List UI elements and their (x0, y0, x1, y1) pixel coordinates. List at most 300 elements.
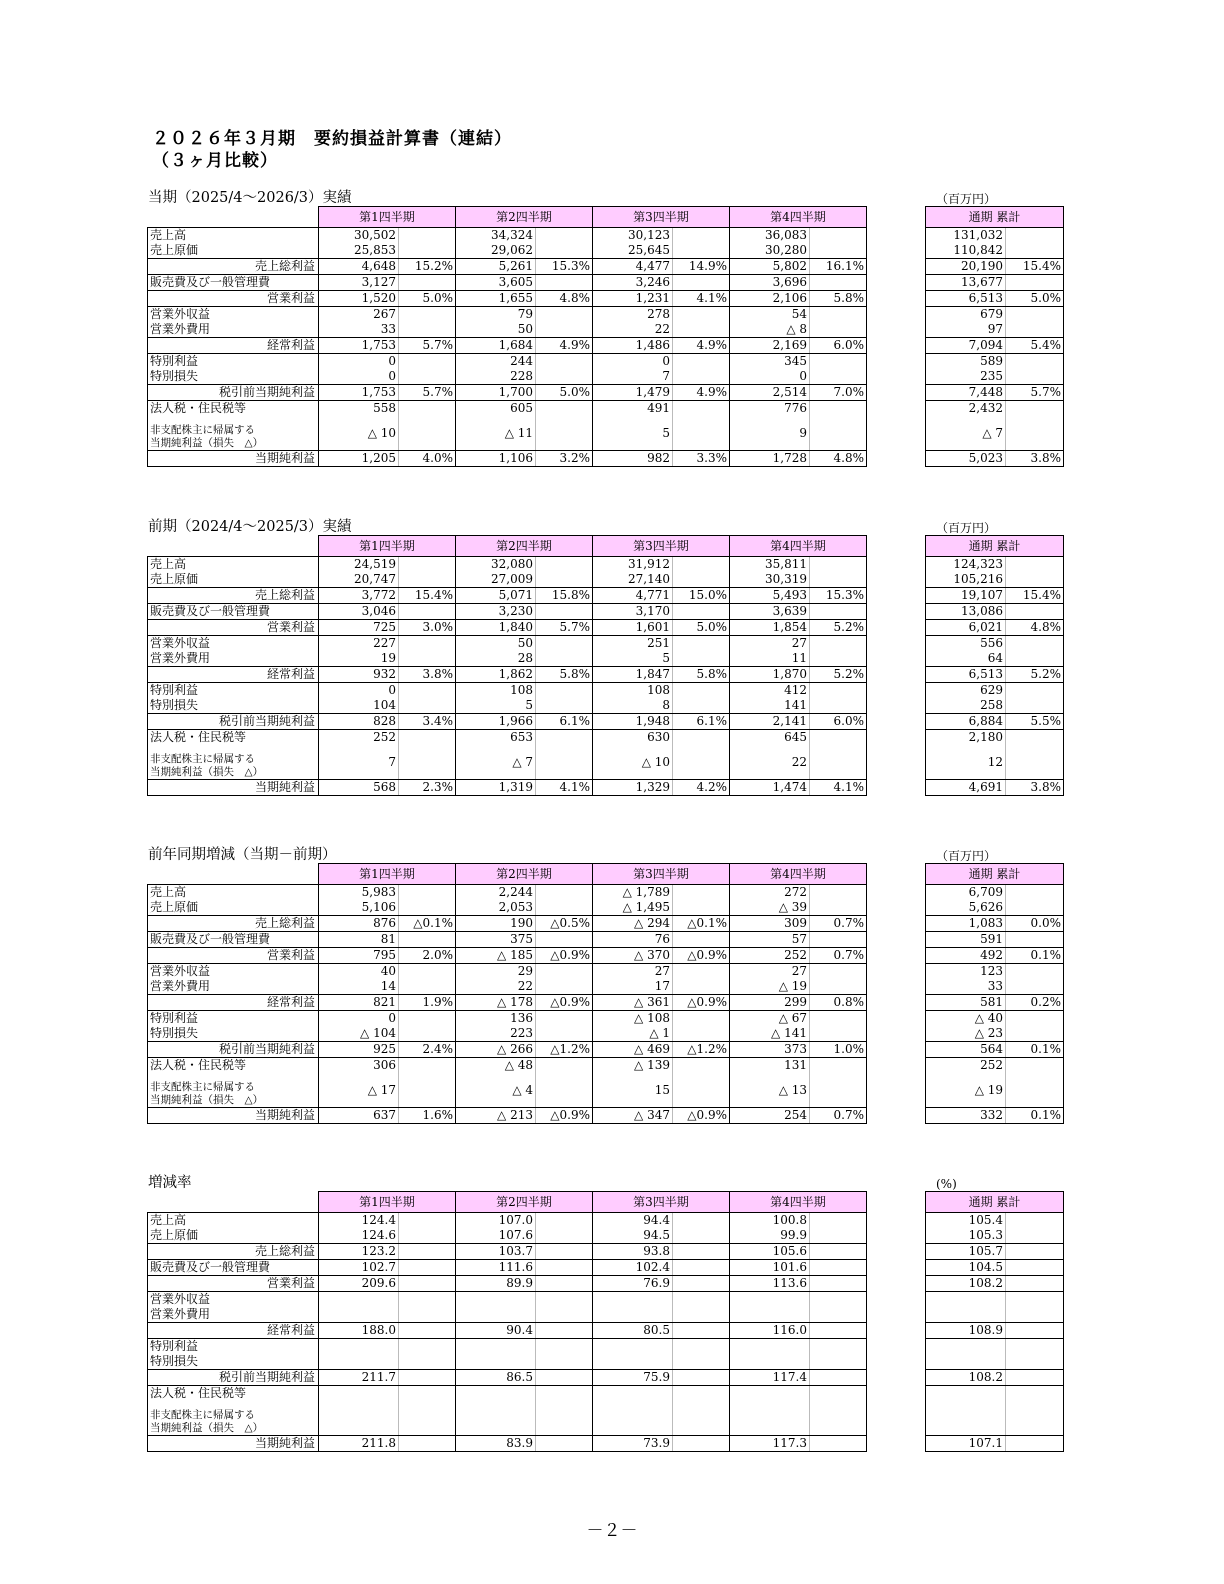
value-q4-nonop_inc (730, 1292, 810, 1308)
value-q2-nonop_exp: 22 (456, 979, 536, 995)
ratio-q1-nonop_inc (399, 636, 456, 652)
value-q3-sga: 3,246 (593, 275, 673, 291)
value-total-ext_loss (926, 1354, 1006, 1370)
unit-label: （百万円） (936, 849, 997, 863)
value-q3-net: 982 (593, 451, 673, 467)
row-minority (148, 416, 1064, 451)
row-nonop_exp (148, 979, 1064, 995)
label-net: 当期純利益 (148, 1108, 319, 1124)
header-total: 通期 累計 (926, 864, 1064, 885)
value-total-ext_gain (926, 1339, 1006, 1355)
value-q3-nonop_inc: 278 (647, 307, 670, 321)
value-q2-sales: 32,080 (491, 557, 533, 571)
label-minority-1: 非支配株主に帰属する (150, 1409, 255, 1421)
value-total-pretax: 6,884 (926, 714, 1006, 730)
ratio-q2-ext_loss (536, 369, 593, 385)
ratio-q3-sga (673, 1260, 730, 1276)
ratio-total-sga (1006, 604, 1064, 620)
ratio-q3-sales (673, 557, 730, 573)
ratio-q4-cogs (810, 900, 867, 916)
label-net: 当期純利益 (148, 1436, 319, 1452)
value-q3-pretax: 75.9 (593, 1370, 673, 1386)
value-q3-ext_loss: △ 1 (593, 1026, 673, 1042)
ratio-q2-op: △0.9% (536, 948, 593, 964)
ratio-q2-ordinary: 5.8% (536, 667, 593, 683)
row-nonop_inc (148, 1292, 1064, 1308)
row-nonop_exp (148, 1307, 1064, 1323)
ratio-total-sga (1006, 1260, 1064, 1276)
unit-label: (%) (936, 1177, 957, 1191)
row-op (148, 1276, 1064, 1292)
value-total-nonop_exp: 64 (926, 651, 1006, 667)
statement-table (147, 863, 1064, 1124)
label-cogs: 売上原価 (148, 243, 319, 259)
label-minority (148, 1073, 319, 1108)
ratio-q3-pretax: 4.9% (673, 385, 730, 401)
ratio-q4-nonop_inc (810, 964, 867, 980)
header-q3: 第3四半期 (593, 536, 730, 557)
label-minority-1: 非支配株主に帰属する (150, 424, 255, 436)
ratio-q4-ordinary: 5.2% (810, 667, 867, 683)
ratio-q4-net (810, 1436, 867, 1452)
value-q3-ordinary: 1,847 (593, 667, 673, 683)
value-q1-sales: 24,519 (354, 557, 396, 571)
value-q4-pretax: 373 (730, 1042, 810, 1058)
ratio-q4-op: 5.8% (810, 291, 867, 307)
value-q2-sga: 111.6 (456, 1260, 536, 1276)
label-pretax: 税引前当期純利益 (148, 1042, 319, 1058)
value-q4-cogs: 30,280 (730, 243, 810, 259)
header-total: 通期 累計 (926, 1192, 1064, 1213)
value-q1-gross: 123.2 (319, 1244, 399, 1260)
value-q2-op: 1,655 (456, 291, 536, 307)
row-pretax (148, 1370, 1064, 1386)
value-q2-cogs: 27,009 (456, 572, 536, 588)
ratio-q4-ext_gain (810, 1339, 867, 1355)
ratio-q1-ext_gain (399, 1011, 456, 1027)
label-minority (148, 416, 319, 451)
row-ordinary (148, 1323, 1064, 1339)
ratio-q2-sales (536, 228, 593, 244)
ratio-q1-cogs (399, 900, 456, 916)
ratio-total-ordinary: 5.2% (1006, 667, 1064, 683)
ratio-q1-gross (399, 1244, 456, 1260)
label-ordinary: 経常利益 (148, 1323, 319, 1339)
ratio-q2-nonop_inc (536, 307, 593, 323)
value-total-op: 6,513 (926, 291, 1006, 307)
value-q4-minority (730, 1401, 810, 1436)
ratio-q2-ordinary (536, 1323, 593, 1339)
value-q2-op: 1,840 (456, 620, 536, 636)
ratio-q1-cogs (399, 243, 456, 259)
value-q3-ext_gain: 108 (647, 683, 670, 697)
ratio-q3-nonop_inc (673, 964, 730, 980)
ratio-q1-sales (399, 557, 456, 573)
value-total-ext_gain: △ 40 (926, 1011, 1006, 1027)
row-cogs (148, 572, 1064, 588)
ratio-q2-tax (536, 730, 593, 746)
value-q3-nonop_inc: 27 (654, 964, 670, 978)
section-title: 増減率 (148, 1175, 192, 1191)
ratio-q2-sales (536, 885, 593, 901)
value-total-gross: 20,190 (926, 259, 1006, 275)
header-q2: 第2四半期 (456, 207, 593, 228)
label-pretax: 税引前当期純利益 (148, 714, 319, 730)
value-total-net: 332 (926, 1108, 1006, 1124)
ratio-q2-gross: 15.3% (536, 259, 593, 275)
value-q1-nonop_inc (319, 1292, 399, 1308)
header-q2: 第2四半期 (456, 536, 593, 557)
ratio-q4-sales (810, 228, 867, 244)
value-total-sga: 591 (926, 932, 1006, 948)
value-q2-sga: 3,605 (456, 275, 536, 291)
value-q4-gross: 309 (730, 916, 810, 932)
value-q2-ordinary: △ 178 (456, 995, 536, 1011)
row-nonop_inc (148, 636, 1064, 652)
ratio-total-cogs (1006, 572, 1064, 588)
value-q1-ext_loss: △ 104 (319, 1026, 399, 1042)
label-sales: 売上高 (148, 1213, 319, 1229)
ratio-q1-ext_loss (399, 698, 456, 714)
value-q3-nonop_exp: 17 (593, 979, 673, 995)
value-q4-tax: 645 (784, 730, 807, 744)
label-minority-2: 当期純利益（損失 △） (150, 1094, 264, 1106)
value-q1-ordinary: 821 (319, 995, 399, 1011)
ratio-total-op: 0.1% (1006, 948, 1064, 964)
ratio-q2-minority (536, 1401, 593, 1436)
value-q4-pretax: 2,141 (730, 714, 810, 730)
value-q3-sga: 76 (593, 932, 673, 948)
ratio-q2-nonop_exp (536, 322, 593, 338)
page-number: －２－ (586, 1521, 638, 1541)
ratio-q2-ext_loss (536, 1026, 593, 1042)
value-q1-sales: 124.4 (361, 1213, 396, 1227)
label-minority-2: 当期純利益（損失 △） (150, 766, 264, 778)
value-total-minority (926, 1401, 1006, 1436)
ratio-q4-net: 0.7% (810, 1108, 867, 1124)
label-cogs: 売上原価 (148, 900, 319, 916)
ratio-total-minority (1006, 745, 1064, 780)
value-q3-minority: △ 10 (593, 745, 673, 780)
value-q1-net: 211.8 (319, 1436, 399, 1452)
value-q2-net: △ 213 (456, 1108, 536, 1124)
value-q4-sales: 35,811 (765, 557, 807, 571)
header-q4: 第4四半期 (730, 864, 867, 885)
ratio-q1-net: 1.6% (399, 1108, 456, 1124)
value-total-ext_loss: 235 (926, 369, 1006, 385)
label-cogs: 売上原価 (148, 572, 319, 588)
value-total-ext_loss: 258 (926, 698, 1006, 714)
row-nonop_inc (148, 964, 1064, 980)
value-q3-pretax: △ 469 (593, 1042, 673, 1058)
ratio-q3-pretax: △1.2% (673, 1042, 730, 1058)
value-q2-nonop_exp: 28 (456, 651, 536, 667)
ratio-q1-ext_loss (399, 1354, 456, 1370)
ratio-q4-pretax: 6.0% (810, 714, 867, 730)
ratio-total-gross (1006, 1244, 1064, 1260)
value-q4-op: 113.6 (730, 1276, 810, 1292)
ratio-total-op: 5.0% (1006, 291, 1064, 307)
label-sales: 売上高 (148, 557, 319, 573)
header-q2: 第2四半期 (456, 864, 593, 885)
value-q4-op: 2,106 (730, 291, 810, 307)
value-total-nonop_inc: 556 (926, 636, 1006, 652)
ratio-total-minority (1006, 1073, 1064, 1108)
value-q1-ext_loss: 0 (319, 369, 399, 385)
value-total-net: 5,023 (926, 451, 1006, 467)
ratio-q4-minority (810, 416, 867, 451)
value-q4-ext_loss: △ 141 (730, 1026, 810, 1042)
label-sales: 売上高 (148, 228, 319, 244)
value-q3-op: 76.9 (593, 1276, 673, 1292)
ratio-q4-minority (810, 1401, 867, 1436)
ratio-q1-pretax: 2.4% (399, 1042, 456, 1058)
section-title: 前年同期増減（当期－前期） (148, 847, 337, 863)
row-ext_gain (148, 1339, 1064, 1355)
ratio-q3-ext_loss (673, 369, 730, 385)
ratio-total-pretax: 0.1% (1006, 1042, 1064, 1058)
ratio-total-pretax: 5.7% (1006, 385, 1064, 401)
ratio-q3-gross: 14.9% (673, 259, 730, 275)
value-total-pretax: 108.2 (926, 1370, 1006, 1386)
value-total-ordinary: 7,094 (926, 338, 1006, 354)
ratio-q3-nonop_inc (673, 1292, 730, 1308)
value-q4-tax (730, 1386, 810, 1402)
ratio-q2-tax (536, 1058, 593, 1074)
value-q3-cogs: 25,645 (593, 243, 673, 259)
ratio-q3-net (673, 1436, 730, 1452)
row-gross (148, 1244, 1064, 1260)
ratio-total-ordinary (1006, 1323, 1064, 1339)
ratio-q3-tax (673, 730, 730, 746)
ratio-q4-minority (810, 1073, 867, 1108)
ratio-q2-op: 5.7% (536, 620, 593, 636)
statement-table (147, 206, 1064, 467)
value-q1-ext_loss (319, 1354, 399, 1370)
section-title: 当期（2025/4～2026/3）実績 (148, 190, 352, 206)
value-q4-net: 1,728 (730, 451, 810, 467)
header-total: 通期 累計 (926, 536, 1064, 557)
value-q1-nonop_inc: 40 (380, 964, 396, 978)
ratio-q1-ordinary: 5.7% (399, 338, 456, 354)
value-q2-tax: 653 (510, 730, 533, 744)
ratio-q4-ext_gain (810, 683, 867, 699)
value-q1-nonop_inc: 267 (373, 307, 396, 321)
value-q3-ext_gain (593, 1339, 673, 1355)
ratio-total-net: 3.8% (1006, 780, 1064, 796)
ratio-total-op: 4.8% (1006, 620, 1064, 636)
ratio-q3-minority (673, 416, 730, 451)
label-minority (148, 1401, 319, 1436)
label-net: 当期純利益 (148, 451, 319, 467)
ratio-q3-ordinary (673, 1323, 730, 1339)
ratio-q1-nonop_exp (399, 979, 456, 995)
ratio-q4-tax (810, 1386, 867, 1402)
ratio-q2-pretax: 5.0% (536, 385, 593, 401)
ratio-total-nonop_inc (1006, 307, 1064, 323)
row-ext_loss (148, 1354, 1064, 1370)
ratio-q3-ext_gain (673, 683, 730, 699)
value-q2-ordinary: 1,684 (456, 338, 536, 354)
ratio-total-ordinary: 0.2% (1006, 995, 1064, 1011)
row-op (148, 948, 1064, 964)
label-sales: 売上高 (148, 885, 319, 901)
value-q1-op: 795 (319, 948, 399, 964)
value-q1-tax (319, 1386, 399, 1402)
ratio-total-nonop_exp (1006, 1307, 1064, 1323)
label-ordinary: 経常利益 (148, 995, 319, 1011)
label-ordinary: 経常利益 (148, 667, 319, 683)
value-total-minority: △ 19 (926, 1073, 1006, 1108)
ratio-q1-sga (399, 275, 456, 291)
value-q2-sales: 2,244 (498, 885, 533, 899)
header-q3: 第3四半期 (593, 207, 730, 228)
value-q1-nonop_exp: 19 (319, 651, 399, 667)
value-q2-gross: 190 (456, 916, 536, 932)
row-gross (148, 259, 1064, 275)
ratio-q1-op: 3.0% (399, 620, 456, 636)
ratio-q3-sales (673, 885, 730, 901)
label-tax: 法人税・住民税等 (148, 401, 319, 417)
value-q2-net: 83.9 (456, 1436, 536, 1452)
value-q4-cogs: 99.9 (730, 1228, 810, 1244)
ratio-q2-minority (536, 745, 593, 780)
value-q2-op: △ 185 (456, 948, 536, 964)
value-q1-gross: 4,648 (319, 259, 399, 275)
value-q2-sga: 375 (456, 932, 536, 948)
ratio-q3-tax (673, 1058, 730, 1074)
value-q3-pretax: 1,948 (593, 714, 673, 730)
ratio-total-net (1006, 1436, 1064, 1452)
value-q1-pretax: 828 (319, 714, 399, 730)
ratio-q4-pretax (810, 1370, 867, 1386)
value-total-ordinary: 581 (926, 995, 1006, 1011)
ratio-q1-sales (399, 1213, 456, 1229)
value-q4-pretax: 2,514 (730, 385, 810, 401)
ratio-q1-minority (399, 416, 456, 451)
value-q2-nonop_inc: 50 (517, 636, 533, 650)
value-q2-ext_gain: 108 (510, 683, 533, 697)
row-tax (148, 1058, 1064, 1074)
value-total-ext_gain: 589 (926, 354, 1006, 370)
ratio-q3-pretax (673, 1370, 730, 1386)
value-q4-nonop_inc: 54 (791, 307, 807, 321)
ratio-total-ext_gain (1006, 1339, 1064, 1355)
value-q3-tax: 630 (647, 730, 670, 744)
value-total-op: 6,021 (926, 620, 1006, 636)
value-q1-ordinary: 1,753 (319, 338, 399, 354)
row-sales (148, 228, 1064, 244)
ratio-q2-op (536, 1276, 593, 1292)
ratio-q4-op: 0.7% (810, 948, 867, 964)
value-q2-net: 1,106 (456, 451, 536, 467)
row-ext_loss (148, 1026, 1064, 1042)
value-q2-gross: 5,071 (456, 588, 536, 604)
ratio-q2-ordinary: △0.9% (536, 995, 593, 1011)
value-q3-nonop_inc: 251 (647, 636, 670, 650)
ratio-q1-ordinary: 3.8% (399, 667, 456, 683)
ratio-q3-cogs (673, 1228, 730, 1244)
value-q2-cogs: 2,053 (456, 900, 536, 916)
ratio-q4-op (810, 1276, 867, 1292)
ratio-q2-tax (536, 1386, 593, 1402)
value-q1-net: 1,205 (319, 451, 399, 467)
value-q4-nonop_exp: △ 8 (730, 322, 810, 338)
ratio-q4-nonop_inc (810, 307, 867, 323)
ratio-q1-nonop_inc (399, 1292, 456, 1308)
ratio-q2-sales (536, 557, 593, 573)
ratio-q4-tax (810, 1058, 867, 1074)
row-sga (148, 932, 1064, 948)
value-total-tax (926, 1386, 1006, 1402)
ratio-q2-tax (536, 401, 593, 417)
value-q4-sga: 101.6 (730, 1260, 810, 1276)
value-q1-ordinary: 188.0 (319, 1323, 399, 1339)
label-tax: 法人税・住民税等 (148, 1058, 319, 1074)
ratio-total-cogs (1006, 243, 1064, 259)
ratio-q2-ext_loss (536, 1354, 593, 1370)
value-q2-sales: 107.0 (498, 1213, 533, 1227)
value-q4-ext_loss (730, 1354, 810, 1370)
ratio-q1-net (399, 1436, 456, 1452)
value-q4-sga: 57 (730, 932, 810, 948)
value-q4-ordinary: 299 (730, 995, 810, 1011)
ratio-total-ext_gain (1006, 354, 1064, 370)
value-q4-ext_loss: 141 (730, 698, 810, 714)
row-pretax (148, 714, 1064, 730)
label-minority-2: 当期純利益（損失 △） (150, 1422, 264, 1434)
row-sales (148, 885, 1064, 901)
ratio-q1-nonop_exp (399, 322, 456, 338)
value-q3-net: 73.9 (593, 1436, 673, 1452)
ratio-total-ext_loss (1006, 369, 1064, 385)
value-q4-sga: 3,639 (730, 604, 810, 620)
label-nonop_inc: 営業外収益 (148, 307, 319, 323)
ratio-q4-nonop_exp (810, 322, 867, 338)
ratio-total-nonop_exp (1006, 979, 1064, 995)
value-q2-ext_loss: 5 (456, 698, 536, 714)
ratio-q2-gross (536, 1244, 593, 1260)
row-sales (148, 1213, 1064, 1229)
value-total-sga: 13,086 (926, 604, 1006, 620)
value-q1-sga: 3,046 (319, 604, 399, 620)
ratio-total-nonop_exp (1006, 651, 1064, 667)
value-q1-minority: 7 (319, 745, 399, 780)
ratio-q2-ext_gain (536, 1011, 593, 1027)
value-total-sales: 105.4 (926, 1213, 1006, 1229)
ratio-q3-ordinary: 5.8% (673, 667, 730, 683)
ratio-q1-ordinary (399, 1323, 456, 1339)
ratio-q3-cogs (673, 572, 730, 588)
ratio-q3-sales (673, 228, 730, 244)
ratio-q3-nonop_inc (673, 636, 730, 652)
ratio-total-sales (1006, 885, 1064, 901)
value-total-cogs: 5,626 (926, 900, 1006, 916)
value-q3-sga: 102.4 (593, 1260, 673, 1276)
value-q1-pretax: 211.7 (319, 1370, 399, 1386)
ratio-q2-ext_gain (536, 354, 593, 370)
value-q4-ext_gain (730, 1339, 810, 1355)
ratio-q1-nonop_exp (399, 651, 456, 667)
value-q2-net: 1,319 (456, 780, 536, 796)
label-sga: 販売費及び一般管理費 (148, 932, 319, 948)
unit-label: （百万円） (936, 192, 997, 206)
ratio-total-ordinary: 5.4% (1006, 338, 1064, 354)
ratio-q1-ext_gain (399, 1339, 456, 1355)
value-total-net: 107.1 (926, 1436, 1006, 1452)
value-q1-ext_gain (319, 1339, 399, 1355)
value-q4-nonop_exp: 11 (730, 651, 810, 667)
